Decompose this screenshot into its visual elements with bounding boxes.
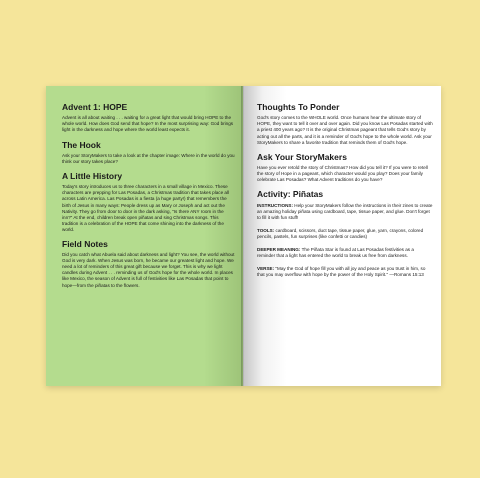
tools-text: cardboard, scissors, duct tape, tissue paper, glue, yarn, crayons, colored pencils, pastels, fun surprises (like confetti or candies) [257,227,424,239]
history-text: Today's story introduces us to three characters in a small village in Mexico. These characters are prepping for Las Posadas, a Christmas tradition that takes place all across Latin America. Las Posadas is a fiesta (a huge party!) that remembers the birth of Jesus in many ways: People dress up as Mary or Joseph and act out the Nativity. They go from door to door in the dark asking, "Is there ANY room in the inn?" At the end, children break open piñatas and sing Christmas songs. This tradition is a celebration of the HOPE that come shining into the darkness of the world. [62,184,229,232]
field-notes-title: Field Notes [62,238,108,249]
tools-label: TOOLS: [257,227,275,233]
verse-label: VERSE: [257,265,275,271]
hook-text: Ask your StoryMakers to take a look at the chapter image: Where in the world do you think our story takes place? [62,152,235,164]
book-spine [241,86,244,386]
deeper-meaning-paragraph [257,247,433,259]
right-page [243,86,441,386]
ponder-title: Thoughts To Ponder [257,102,340,112]
history-title: A Little History [62,171,123,181]
deeper-meaning-label: DEEPER MEANING: [257,246,301,252]
hook-title: The Hook [62,139,101,150]
ask-title: Ask Your StoryMakers [257,151,347,162]
ponder-text: God's story comes to the WHOLE world. Once humans hear the ultimate story of HOPE, they want to tell it over and over again. Did you know Las Posadas started with a priest 400 years ago? It is the original Christmas pageant that tells God's story by acting out all the parts, and it is a reminder of God's hope to the whole world. Ask your StoryMakers to share a favorite tradition that reminds them of God's hope. [257,115,433,145]
instructions-label: INSTRUCTIONS: [257,202,293,208]
verse-paragraph [257,266,433,278]
verse-text: "May the God of hope fill you with all joy and peace as you trust in him, so that you may overflow with hope by the power of the Holy Spirit." —Romans 15:13 [257,265,426,278]
instructions-text: Help your StoryMakers follow the instructions in their zines to create an amazing holiday piñata using cardboard, tape, tissue paper, and glue. Don't forget to fill it with fun stuff! [257,202,433,220]
tools-paragraph [257,228,433,240]
left-page [46,86,243,386]
open-book [46,86,441,386]
field-notes-text: Did you catch what Abuela said about darkness and light? You see, the world without God is very dark. When Jesus was born, he became our greatest light and hope. We need a lot of reminders of this great gift because we forget. This is why we light candles during Advent . . . reminding us of God's hope for the whole world. In places like Mexico, the season of Advent is full of festivities like Las Posadas that point to hope—from the piñatas to the flowers. [62,252,235,288]
deeper-meaning-text: The Piñata Star is found at Las Posadas festivities as a reminder that a light has entered the world to break us free from darkness. [257,246,414,258]
advent-title: Advent 1: HOPE [62,102,128,112]
activity-title: Activity: Piñatas [257,189,324,200]
advent-text: Advent is all about waiting . . . waiting for a great light that would bring HOPE to the whole world. How does God send that hope? In the most surprising way: God brings light in the darkness and hope where the world least expects it. [62,115,234,133]
instructions-paragraph [257,203,433,221]
ask-text: Have you ever retold the story of Christmas? How did you tell it? If you were to retell the story of Hope in a pageant, which character would you play? Does your family celebrate Las Posadas? What Advent traditions do you have? [257,165,428,183]
